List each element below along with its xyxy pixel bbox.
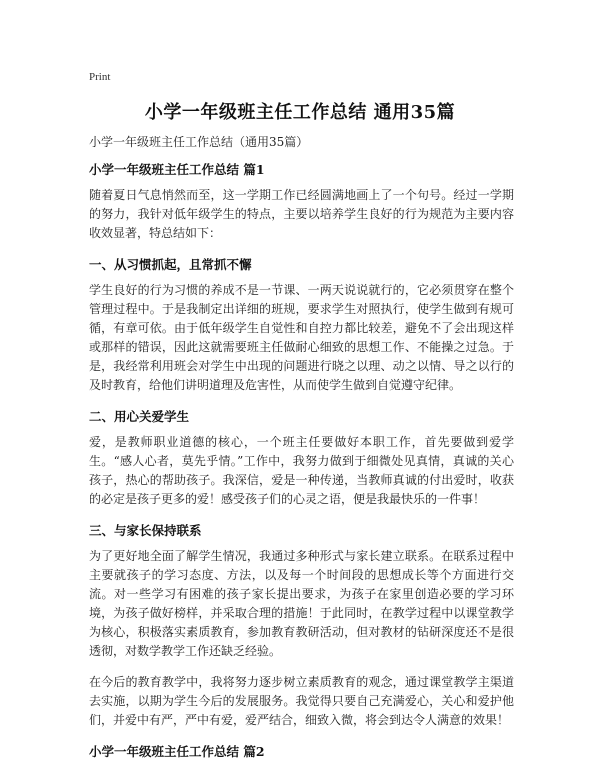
section-heading-care: 二、用心关爱学生 [89,409,190,424]
print-label[interactable]: Print [89,71,111,83]
section-heading-habits: 一、从习惯抓起，且常抓不懈 [89,257,252,272]
article-heading-2: 小学一年级班主任工作总结 篇2 [89,744,265,759]
document-title: 小学一年级班主任工作总结 通用35篇 [144,102,456,123]
section-heading-parents: 三、与家长保持联系 [89,523,202,538]
paragraph-care: 爱，是教师职业道德的核心，一个班主任要做好本职工作，首先要做到爱学生。“感人心者，莫先乎情。”工作中，我努力做到于细微处见真情，真诚的关心孩子，热心的帮助孩子。我深信，爱是一种传递，当教师真诚的付出爱时，收获的必定是孩子更多的爱！感受孩子们的心灵之语，便是我最快乐的一件事！ [89,435,514,506]
paragraph-habits: 学生良好的行为习惯的养成不是一节课、一两天说说就行的，它必须贯穿在整个管理过程中。于是我制定出详细的班规，要求学生对照执行，使学生做到有规可循，有章可依。由于低年级学生自觉性和自控力都比较差，避免不了会出现这样或那样的错误，因此这就需要班主任做耐心细致的思想工作、不能操之过急。于是，我经常利用班会对学生中出现的问题进行晓之以理、动之以情、导之以行的及时教育，给他们讲明道理及危害性，从而使学生做到自觉遵守纪律。 [89,283,514,392]
document-body [89,133,514,768]
paragraph-parents: 为了更好地全面了解学生情况，我通过多种形式与家长建立联系。在联系过程中主要就孩子的学习态度、方法，以及每一个时间段的思想成长等个方面进行交流。对一些学习有困难的孩子家长提出要求，为孩子在家里创造必要的学习环境，为孩子做好榜样，并采取合理的措施！于此同时，在教学过程中以课堂教学为核心，积极落实素质教育，参加教育教研活动，但对教材的钻研深度还不是很透彻，对数学教学工作还缺乏经验。 [89,549,514,658]
article-heading-1: 小学一年级班主任工作总结 篇1 [89,162,265,177]
document-subtitle: 小学一年级班主任工作总结（通用35篇） [89,135,309,149]
paragraph-future: 在今后的教育教学中，我将努力逐步树立素质教育的观念，通过课堂教学主渠道去实施，以期为学生今后的发展服务。我觉得只要自己充满爱心，关心和爱护他们，并爱中有严，严中有爱，爱严结合，细致入微，将会到达令人满意的效果！ [89,675,514,727]
paragraph-intro: 随着夏日气息悄然而至，这一学期工作已经圆满地画上了一个句号。经过一学期的努力，我针对低年级学生的特点，主要以培养学生良好的行为规范为主要内容收效显著，特总结如下： [89,188,514,240]
